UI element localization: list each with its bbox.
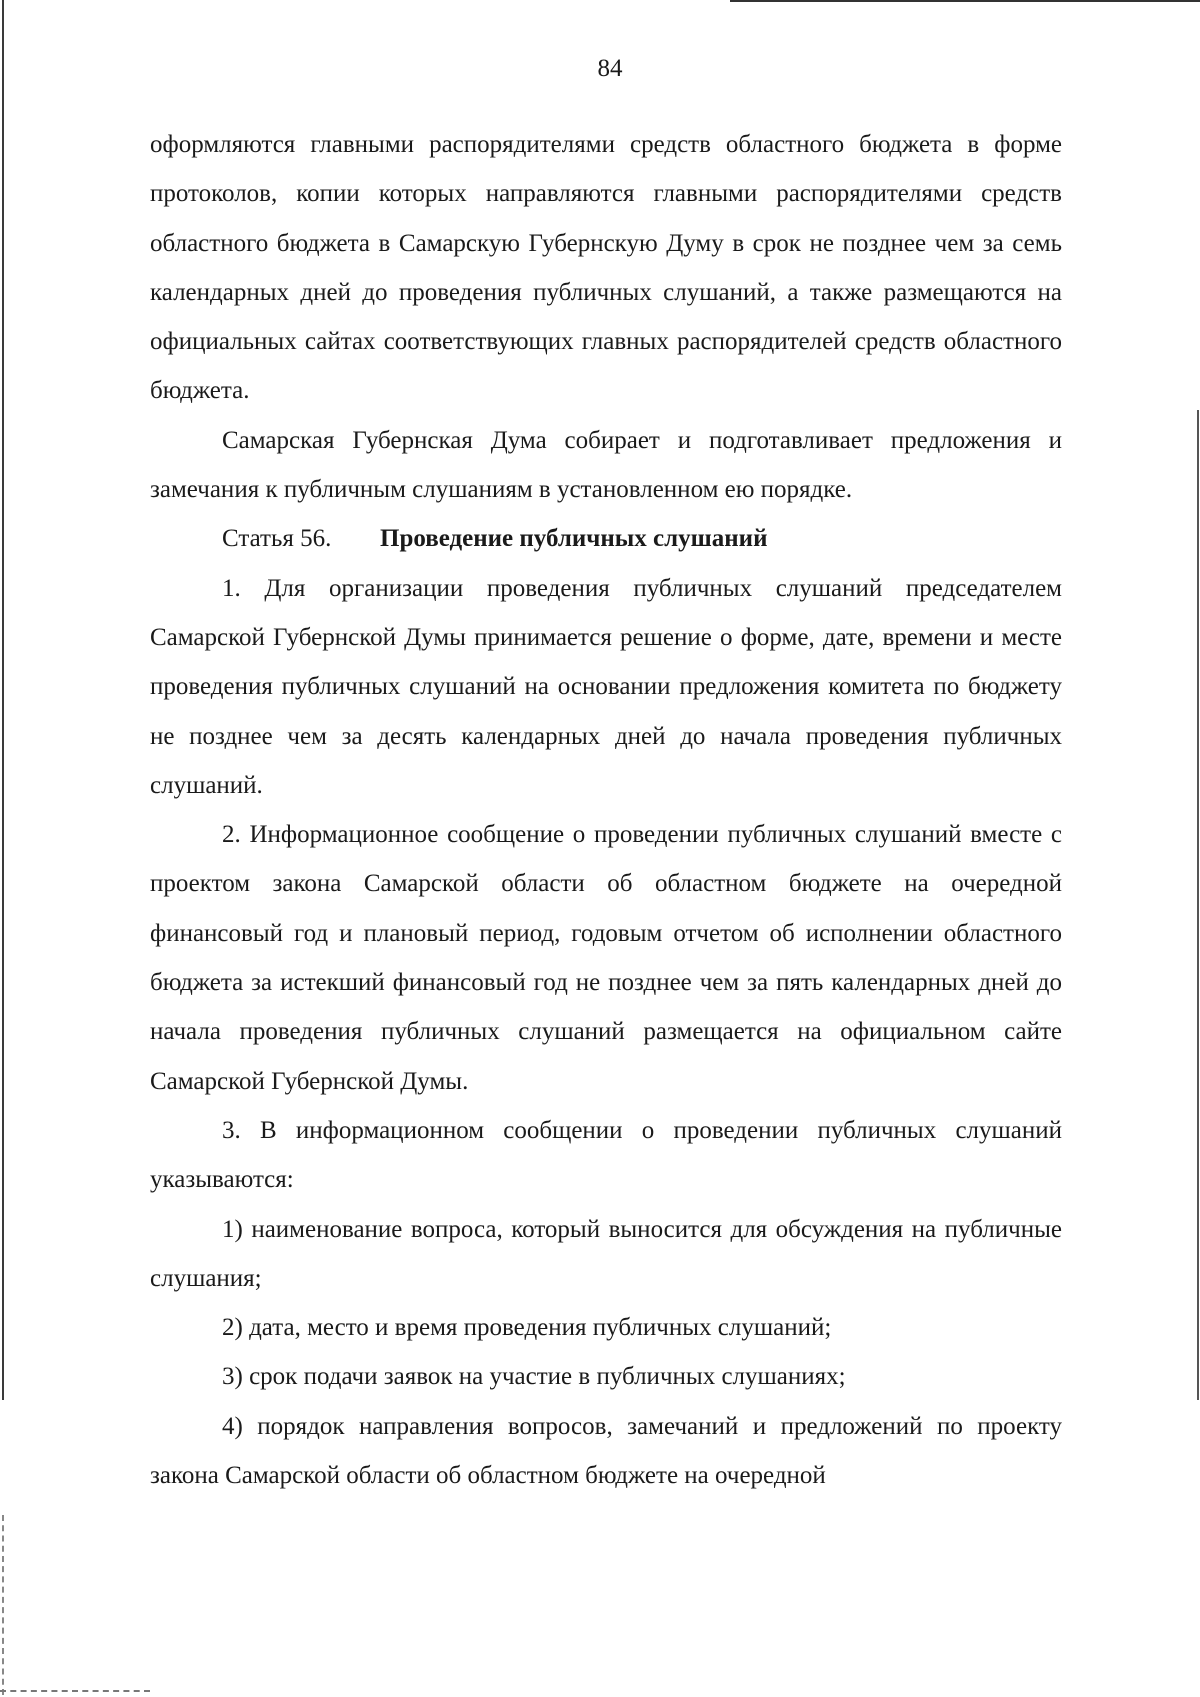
body-text [150,120,1062,1500]
scan-edge-left [2,0,4,1400]
subitem-3: 3) срок подачи заявок на участие в публичных слушаниях; [222,1363,846,1391]
article-heading [150,514,1062,563]
page-number: 84 [597,55,623,82]
paragraph-duma-proposals: Самарская Губернская Дума собирает и подготавливает предложения и замечания к публичным слушаниям в установленном ею порядке. [150,426,1062,504]
article-item-2: 2. Информационное сообщение о проведении публичных слушаний вместе с проектом закона Самарской области об областном бюджете на очередной финансовый год и плановый период, годовым отчетом об исполнении областного бюджета за истекший финансовый год не позднее чем за пять календарных дней до начала проведения публичных слушаний размещается на официальном сайте Самарской Губернской Думы. [150,821,1062,1095]
article-item-1: 1. Для организации проведения публичных слушаний председателем Самарской Губернской Думы принимается решение о форме, дате, времени и месте проведения публичных слушаний на основании предложения комитета по бюджету не позднее чем за десять календарных дней до начала проведения публичных слушаний. [150,574,1062,799]
article-number: Статья 56. [222,525,332,553]
scan-edge-top [730,0,1200,2]
article-item-3: 3. В информационном сообщении о проведении публичных слушаний указываются: [150,1116,1062,1194]
subitem-1: 1) наименование вопроса, который выносится для обсуждения на публичные слушания; [150,1215,1062,1292]
scan-edge-bottom [0,1690,150,1692]
article-title: Проведение публичных слушаний [380,525,768,553]
scan-edge-left-dashed [2,1515,4,1695]
scan-edge-right [1197,410,1199,1400]
subitem-2: 2) дата, место и время проведения публичных слушаний; [222,1314,832,1342]
subitem-4: 4) порядок направления вопросов, замечаний и предложений по проекту закона Самарской области об областном бюджете на очередной [150,1412,1062,1490]
paragraph-continuation: оформляются главными распорядителями средств областного бюджета в форме протоколов, копии которых направляются главными распорядителями средств областного бюджета в Самарскую Губернскую Думу в срок не позднее чем за семь календарных дней до проведения публичных слушаний, а также размещаются на официальных сайтах соответствующих главных распорядителей средств областного бюджета. [150,131,1062,405]
